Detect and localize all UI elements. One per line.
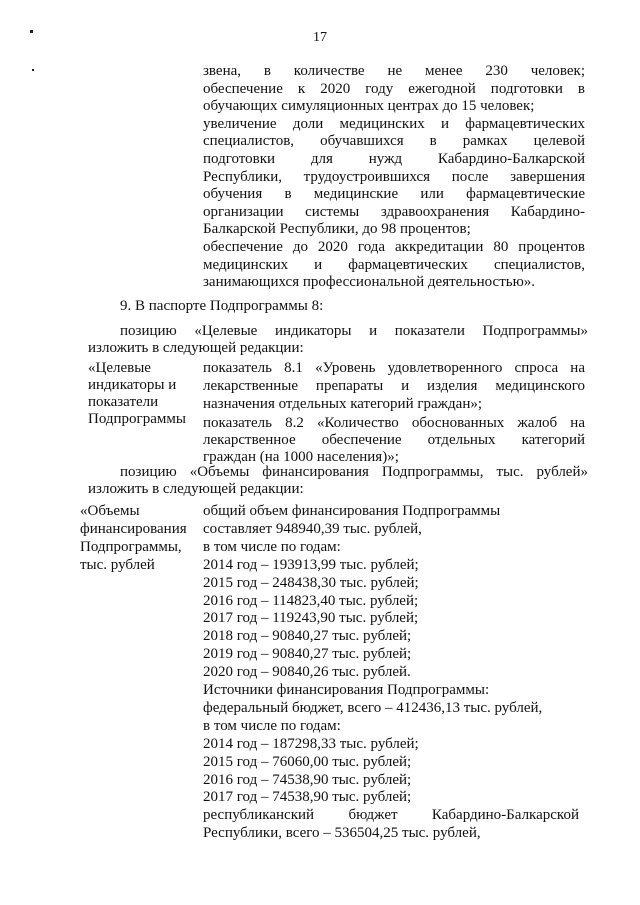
text-line: медицинских и фармацевтических специалистов, xyxy=(203,256,585,273)
label-line: тыс. рублей xyxy=(80,557,155,573)
text-line: показатель 8.2 «Количество обоснованных жалоб на xyxy=(203,415,585,431)
text-line: Балкарской Республики, до 98 процентов; xyxy=(203,221,471,238)
text-line: 2017 год – 119243,90 тыс. рублей; xyxy=(203,610,419,627)
text-line: обеспечение до 2020 года аккредитации 80 процентов xyxy=(203,239,585,255)
label-line: Подпрограммы, xyxy=(80,539,182,555)
position-line: позицию «Целевые индикаторы и показатели Подпрограммы» xyxy=(120,323,588,339)
text-line: обучения в медицинские или фармацевтические xyxy=(203,186,585,203)
text-line: обеспечение к 2020 году ежегодной подготовки в xyxy=(203,80,585,97)
page-number: 17 xyxy=(313,30,327,45)
scan-mark xyxy=(30,30,33,33)
text-line: увеличение доли медицинских и фармацевтических xyxy=(203,115,585,132)
label-line: «Объемы xyxy=(80,503,140,519)
label-line: Подпрограммы xyxy=(88,411,186,427)
text-line: составляет 948940,39 тыс. рублей, xyxy=(203,520,422,537)
text-line: 2020 год – 90840,26 тыс. рублей. xyxy=(203,664,411,681)
text-line: Республики, трудоустроившихся после завершения xyxy=(203,168,585,185)
text-line: подготовки для нужд Кабардино-Балкарской xyxy=(203,151,585,167)
label-line: индикаторы и xyxy=(88,377,177,393)
scan-mark xyxy=(32,69,34,71)
position-line: изложить в следующей редакции: xyxy=(88,481,304,497)
text-line: общий объем финансирования Подпрограммы xyxy=(203,503,501,519)
text-line: 2014 год – 187298,33 тыс. рублей; xyxy=(203,735,419,752)
label-line: показатели xyxy=(88,394,159,410)
text-line: 2016 год – 114823,40 тыс. рублей; xyxy=(203,592,419,609)
text-line: 2017 год – 74538,90 тыс. рублей; xyxy=(203,789,412,806)
text-line: показатель 8.1 «Уровень удовлетворенного спроса на xyxy=(203,360,585,376)
text-line: 2019 год – 90840,27 тыс. рублей; xyxy=(203,646,412,663)
position-line: изложить в следующей редакции: xyxy=(88,340,304,356)
label-line: финансирования xyxy=(80,521,187,537)
section-heading: 9. В паспорте Подпрограммы 8: xyxy=(120,298,324,314)
text-line: в том числе по годам: xyxy=(203,717,341,734)
text-line: 2014 год – 193913,99 тыс. рублей; xyxy=(203,556,419,573)
text-line: федеральный бюджет, всего – 412436,13 тыс. рублей, xyxy=(203,699,543,716)
text-line: специалистов, обучавшихся в рамках целевой xyxy=(203,133,585,150)
text-line: в том числе по годам: xyxy=(203,538,341,555)
text-line: назначения отдельных категорий граждан»; xyxy=(203,396,483,412)
text-line: занимающихся профессиональной деятельностью». xyxy=(203,274,536,291)
text-line: Источники финансирования Подпрограммы: xyxy=(203,682,490,698)
text-line: Республики, всего – 536504,25 тыс. рублей, xyxy=(203,825,481,842)
text-line: республиканский бюджет Кабардино-Балкарской xyxy=(203,807,579,824)
text-line: звена, в количестве не менее 230 человек; xyxy=(203,63,585,79)
position-line: позицию «Объемы финансирования Подпрограммы, тыс. рублей» xyxy=(120,464,588,480)
text-line: 2016 год – 74538,90 тыс. рублей; xyxy=(203,771,412,788)
text-line: обучающих симуляционных центрах до 15 человек; xyxy=(203,98,535,115)
text-line: 2015 год – 76060,00 тыс. рублей; xyxy=(203,753,412,770)
text-line: граждан (на 1000 населения)»; xyxy=(203,449,399,465)
label-line: «Целевые xyxy=(88,360,151,376)
text-line: лекарственные препараты и изделия медицинского xyxy=(203,378,585,394)
text-line: 2018 год – 90840,27 тыс. рублей; xyxy=(203,628,412,645)
text-line: организации системы здравоохранения Кабардино- xyxy=(203,203,585,220)
text-line: 2015 год – 248438,30 тыс. рублей; xyxy=(203,574,419,591)
text-line: лекарственное обеспечение отдельных категорий xyxy=(203,432,585,448)
